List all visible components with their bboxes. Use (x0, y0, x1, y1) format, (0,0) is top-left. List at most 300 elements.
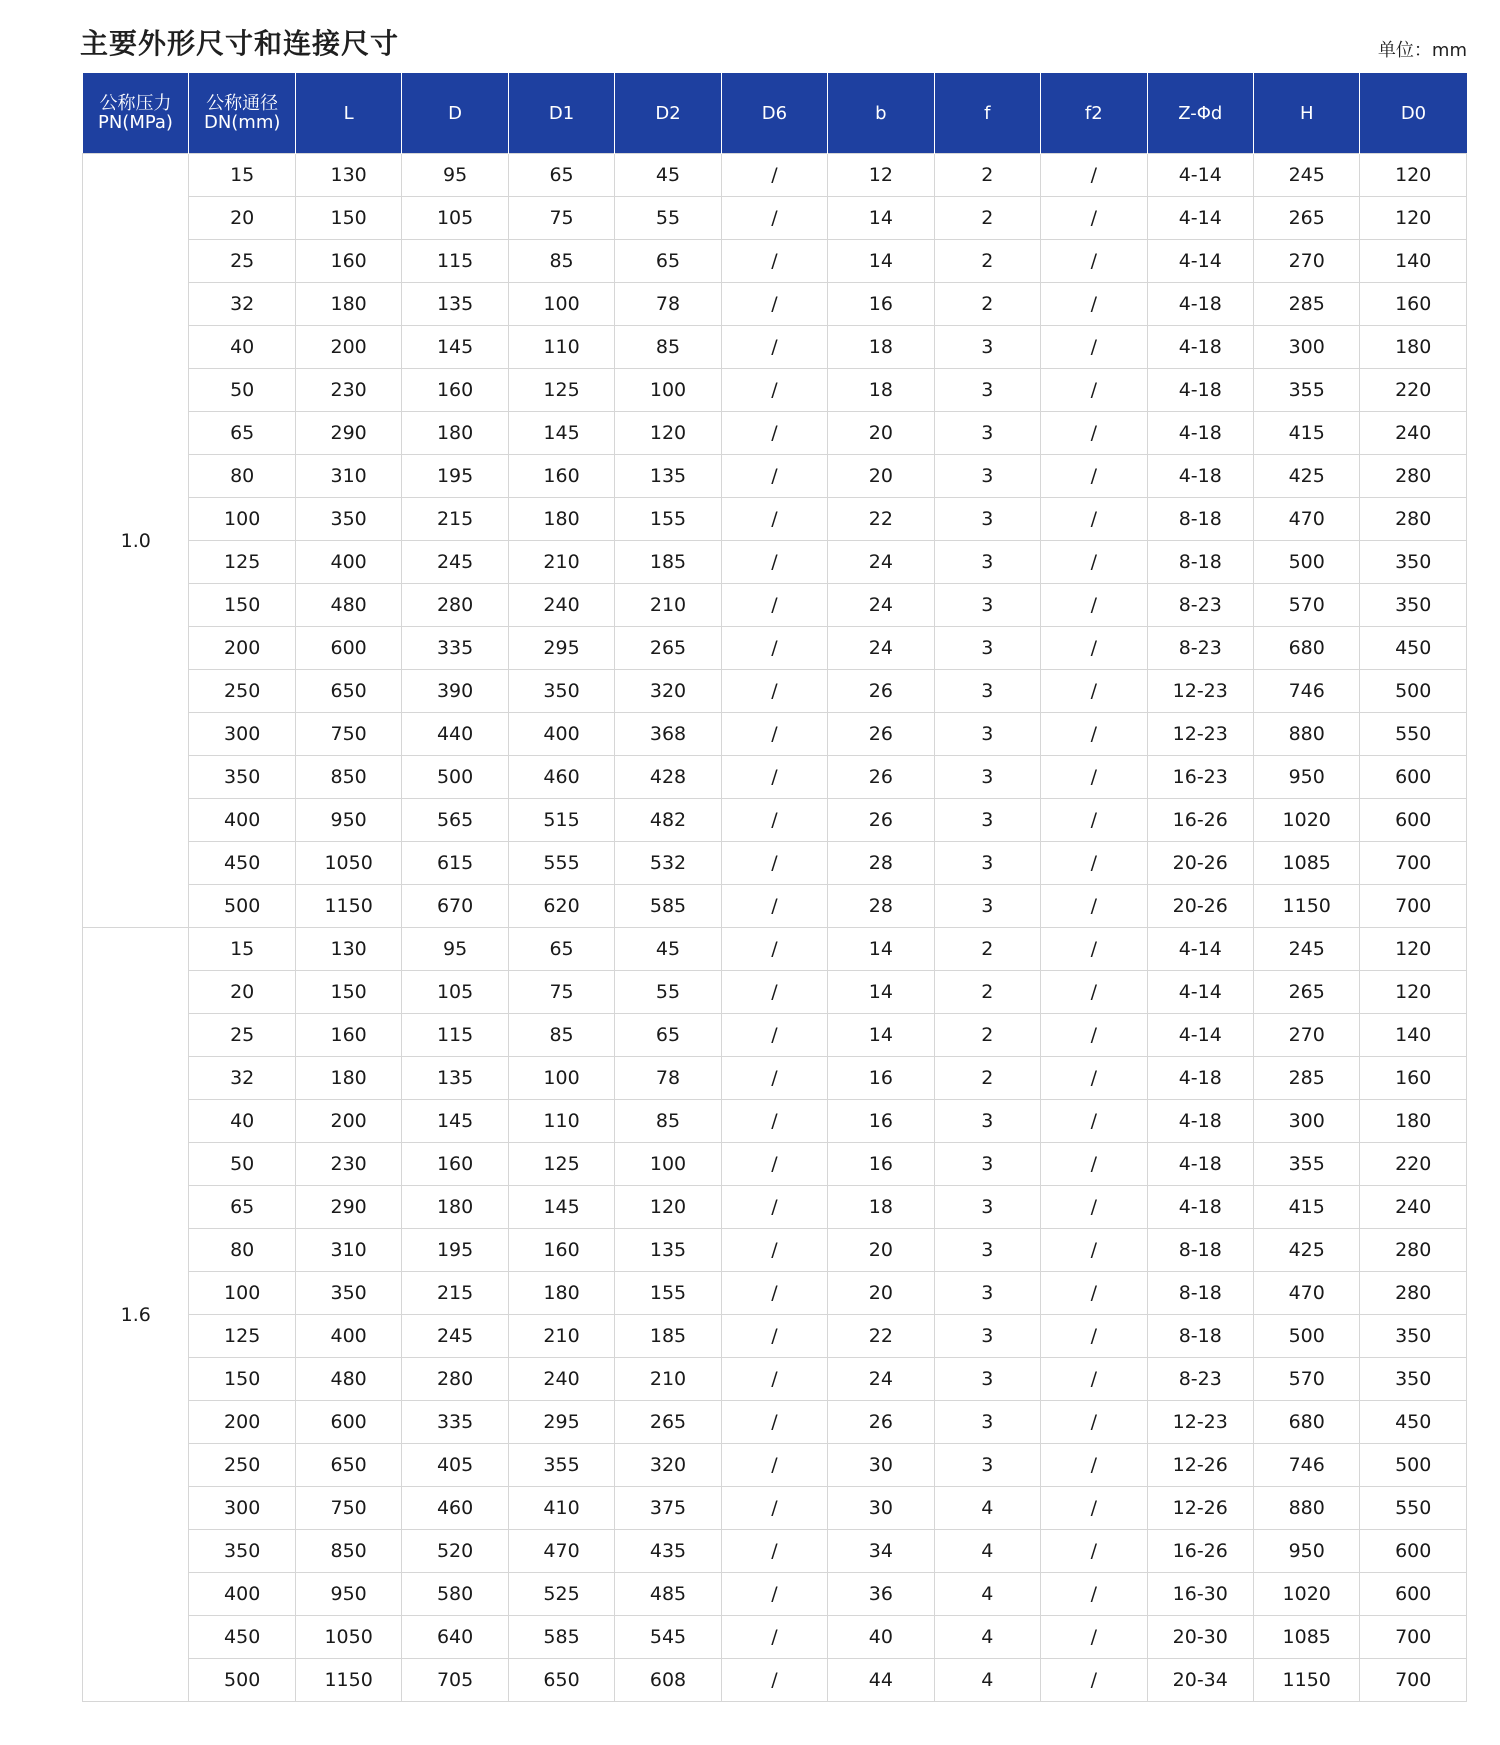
table-cell: 215 (402, 1272, 508, 1315)
table-cell: / (1041, 756, 1147, 799)
table-cell: 15 (189, 928, 295, 971)
table-cell: 120 (1360, 154, 1467, 197)
table-cell: 460 (402, 1487, 508, 1530)
table-cell: / (1041, 1358, 1147, 1401)
table-row (83, 326, 1467, 369)
table-cell: 30 (828, 1444, 934, 1487)
column-header-label: H (1299, 102, 1314, 124)
table-cell: 160 (295, 1014, 401, 1057)
table-cell: 525 (508, 1573, 614, 1616)
table-cell: / (1041, 1143, 1147, 1186)
table-row (83, 1573, 1467, 1616)
table-cell: 18 (828, 1186, 934, 1229)
table-row (83, 455, 1467, 498)
table-cell: 280 (1360, 455, 1467, 498)
table-cell: / (1041, 1057, 1147, 1100)
table-row (83, 842, 1467, 885)
table-cell: / (1041, 369, 1147, 412)
table-cell: 310 (295, 1229, 401, 1272)
table-cell: 470 (508, 1530, 614, 1573)
column-header (1147, 73, 1253, 154)
table-cell: 30 (828, 1487, 934, 1530)
table-cell: 2 (934, 971, 1040, 1014)
table-cell: 700 (1360, 1659, 1467, 1702)
table-cell: 26 (828, 756, 934, 799)
table-cell: / (721, 1100, 827, 1143)
table-cell: 280 (402, 1358, 508, 1401)
table-row (83, 1315, 1467, 1358)
table-cell: 3 (934, 1143, 1040, 1186)
table-cell: 14 (828, 197, 934, 240)
table-cell: 3 (934, 498, 1040, 541)
table-cell: 20 (828, 1272, 934, 1315)
table-cell: 4-18 (1147, 412, 1253, 455)
table-cell: 3 (934, 541, 1040, 584)
table-cell: 22 (828, 498, 934, 541)
table-cell: / (1041, 326, 1147, 369)
table-cell: 350 (189, 1530, 295, 1573)
table-cell: 16 (828, 1143, 934, 1186)
table-cell: 415 (1253, 412, 1359, 455)
table-cell: 3 (934, 885, 1040, 928)
table-cell: 150 (295, 197, 401, 240)
table-cell: 2 (934, 197, 1040, 240)
table-cell: / (1041, 541, 1147, 584)
table-cell: 320 (615, 1444, 721, 1487)
table-cell: 290 (295, 1186, 401, 1229)
table-cell: 3 (934, 842, 1040, 885)
column-header (189, 73, 295, 154)
table-cell: 550 (1360, 713, 1467, 756)
table-cell: 300 (189, 713, 295, 756)
table-cell: 135 (402, 1057, 508, 1100)
table-cell: 16-23 (1147, 756, 1253, 799)
table-cell: 415 (1253, 1186, 1359, 1229)
table-cell: 160 (402, 369, 508, 412)
column-header-label: D6 (761, 102, 788, 124)
table-cell: 65 (508, 928, 614, 971)
table-cell: 4-18 (1147, 1143, 1253, 1186)
table-cell: 120 (1360, 928, 1467, 971)
table-cell: 2 (934, 240, 1040, 283)
table-cell: 115 (402, 1014, 508, 1057)
table-cell: 50 (189, 1143, 295, 1186)
table-row (83, 670, 1467, 713)
table-cell: 520 (402, 1530, 508, 1573)
table-cell: / (721, 1487, 827, 1530)
table-cell: 4-14 (1147, 240, 1253, 283)
table-row (83, 240, 1467, 283)
table-cell: 450 (189, 842, 295, 885)
table-row (83, 1659, 1467, 1702)
column-header (721, 73, 827, 154)
table-cell: 220 (1360, 369, 1467, 412)
table-cell: 500 (1360, 1444, 1467, 1487)
table-cell: 240 (508, 584, 614, 627)
table-row (83, 154, 1467, 197)
table-cell: / (721, 240, 827, 283)
table-cell: 135 (615, 455, 721, 498)
table-cell: 3 (934, 799, 1040, 842)
header-row (83, 73, 1467, 154)
table-cell: 80 (189, 1229, 295, 1272)
table-cell: 435 (615, 1530, 721, 1573)
table-row (83, 713, 1467, 756)
table-cell: 100 (508, 1057, 614, 1100)
column-header-label: PN(MPa) (97, 112, 173, 133)
table-cell: / (1041, 1401, 1147, 1444)
table-cell: 550 (1360, 1487, 1467, 1530)
table-cell: 85 (615, 326, 721, 369)
table-cell: / (1041, 713, 1147, 756)
table-cell: 24 (828, 584, 934, 627)
table-cell: 3 (934, 1401, 1040, 1444)
table-row (83, 412, 1467, 455)
table-cell: 110 (508, 1100, 614, 1143)
table-cell: / (721, 1401, 827, 1444)
table-cell: / (721, 283, 827, 326)
table-cell: 280 (1360, 1229, 1467, 1272)
table-cell: 680 (1253, 1401, 1359, 1444)
table-cell: 245 (1253, 154, 1359, 197)
table-row (83, 541, 1467, 584)
table-row (83, 799, 1467, 842)
table-cell: 600 (1360, 799, 1467, 842)
table-cell: 555 (508, 842, 614, 885)
table-cell: 410 (508, 1487, 614, 1530)
table-cell: / (1041, 1487, 1147, 1530)
table-cell: 75 (508, 971, 614, 1014)
table-cell: 210 (508, 1315, 614, 1358)
table-cell: / (721, 197, 827, 240)
table-cell: 4-18 (1147, 1100, 1253, 1143)
table-cell: 4-18 (1147, 283, 1253, 326)
table-cell: 240 (1360, 412, 1467, 455)
table-cell: 250 (189, 1444, 295, 1487)
table-row (83, 1444, 1467, 1487)
table-cell: 265 (1253, 197, 1359, 240)
table-cell: 850 (295, 756, 401, 799)
table-cell: 1150 (295, 1659, 401, 1702)
table-cell: 12-26 (1147, 1444, 1253, 1487)
table-cell: 115 (402, 240, 508, 283)
table-cell: 16-26 (1147, 799, 1253, 842)
table-cell: 105 (402, 197, 508, 240)
column-header-label: D2 (655, 102, 681, 124)
table-cell: 220 (1360, 1143, 1467, 1186)
table-cell: 320 (615, 670, 721, 713)
table-cell: 180 (295, 283, 401, 326)
table-cell: 80 (189, 455, 295, 498)
table-cell: 335 (402, 627, 508, 670)
table-cell: 65 (615, 1014, 721, 1057)
table-cell: 880 (1253, 1487, 1359, 1530)
table-cell: 500 (189, 885, 295, 928)
pressure-cell: 1.6 (83, 928, 189, 1702)
column-header (1041, 73, 1147, 154)
table-cell: 160 (1360, 283, 1467, 326)
table-cell: 532 (615, 842, 721, 885)
table-cell: / (721, 541, 827, 584)
table-cell: / (1041, 928, 1147, 971)
table-cell: / (1041, 1530, 1147, 1573)
table-cell: / (721, 1014, 827, 1057)
table-cell: 230 (295, 369, 401, 412)
table-cell: 145 (402, 1100, 508, 1143)
table-cell: 680 (1253, 627, 1359, 670)
table-cell: / (1041, 498, 1147, 541)
table-cell: / (721, 1358, 827, 1401)
column-header (934, 73, 1040, 154)
table-row (83, 1100, 1467, 1143)
table-cell: 95 (402, 154, 508, 197)
table-cell: 65 (615, 240, 721, 283)
table-cell: 3 (934, 756, 1040, 799)
table-cell: 155 (615, 1272, 721, 1315)
column-header (83, 73, 189, 154)
table-cell: 20 (189, 971, 295, 1014)
table-cell: 270 (1253, 1014, 1359, 1057)
table-cell: / (721, 455, 827, 498)
column-header-label: 公称压力 (99, 93, 172, 114)
table-cell: 155 (615, 498, 721, 541)
table-cell: 450 (1360, 1401, 1467, 1444)
table-cell: / (721, 885, 827, 928)
table-cell: / (1041, 1616, 1147, 1659)
table-cell: 950 (295, 799, 401, 842)
table-cell: 4-14 (1147, 971, 1253, 1014)
column-header-label: Z-Φd (1178, 102, 1223, 124)
table-cell: / (1041, 283, 1147, 326)
table-cell: 3 (934, 1358, 1040, 1401)
table-cell: 300 (189, 1487, 295, 1530)
table-cell: 12-23 (1147, 670, 1253, 713)
table-cell: 25 (189, 240, 295, 283)
pressure-cell: 1.0 (83, 154, 189, 928)
table-cell: / (1041, 1659, 1147, 1702)
table-cell: 145 (508, 1186, 614, 1229)
table-cell: 110 (508, 326, 614, 369)
table-cell: 12-23 (1147, 1401, 1253, 1444)
table-cell: 350 (1360, 584, 1467, 627)
table-cell: 2 (934, 154, 1040, 197)
table-cell: 650 (295, 670, 401, 713)
table-cell: / (721, 799, 827, 842)
table-cell: 3 (934, 627, 1040, 670)
table-cell: 4-14 (1147, 1014, 1253, 1057)
table-cell: 4 (934, 1530, 1040, 1573)
table-cell: 85 (615, 1100, 721, 1143)
table-cell: / (1041, 154, 1147, 197)
table-cell: 300 (1253, 326, 1359, 369)
table-cell: 40 (189, 1100, 295, 1143)
table-cell: 16-30 (1147, 1573, 1253, 1616)
table-cell: 195 (402, 455, 508, 498)
table-cell: 245 (1253, 928, 1359, 971)
table-cell: 55 (615, 971, 721, 1014)
table-cell: 130 (295, 154, 401, 197)
table-row (83, 1616, 1467, 1659)
table-cell: 390 (402, 670, 508, 713)
table-cell: 14 (828, 1014, 934, 1057)
table-cell: 400 (508, 713, 614, 756)
table-row (83, 928, 1467, 971)
table-cell: 75 (508, 197, 614, 240)
table-cell: 425 (1253, 1229, 1359, 1272)
table-cell: 215 (402, 498, 508, 541)
table-cell: 700 (1360, 1616, 1467, 1659)
table-cell: 400 (295, 541, 401, 584)
table-cell: 515 (508, 799, 614, 842)
table-cell: 615 (402, 842, 508, 885)
table-cell: 100 (189, 1272, 295, 1315)
table-cell: / (721, 1659, 827, 1702)
table-cell: 180 (508, 1272, 614, 1315)
table-cell: 570 (1253, 1358, 1359, 1401)
table-cell: 14 (828, 928, 934, 971)
table-cell: 450 (189, 1616, 295, 1659)
table-cell: 270 (1253, 240, 1359, 283)
table-cell: / (1041, 1186, 1147, 1229)
table-cell: 32 (189, 283, 295, 326)
table-cell: 200 (189, 1401, 295, 1444)
table-cell: 100 (615, 1143, 721, 1186)
table-cell: 440 (402, 713, 508, 756)
table-cell: 350 (508, 670, 614, 713)
table-cell: 600 (295, 1401, 401, 1444)
table-cell: 160 (295, 240, 401, 283)
table-cell: 565 (402, 799, 508, 842)
table-cell: / (1041, 627, 1147, 670)
table-cell: 24 (828, 627, 934, 670)
table-cell: 585 (508, 1616, 614, 1659)
table-cell: / (721, 670, 827, 713)
table-cell: 880 (1253, 713, 1359, 756)
table-cell: 480 (295, 1358, 401, 1401)
table-cell: 125 (508, 369, 614, 412)
table-cell: 26 (828, 713, 934, 756)
table-cell: 285 (1253, 1057, 1359, 1100)
table-cell: 500 (189, 1659, 295, 1702)
table-cell: 3 (934, 1100, 1040, 1143)
table-cell: 160 (508, 455, 614, 498)
table-cell: 22 (828, 1315, 934, 1358)
table-cell: 295 (508, 1401, 614, 1444)
table-cell: 95 (402, 928, 508, 971)
table-row (83, 369, 1467, 412)
table-cell: 485 (615, 1573, 721, 1616)
table-cell: 28 (828, 885, 934, 928)
table-cell: 180 (295, 1057, 401, 1100)
table-cell: / (1041, 670, 1147, 713)
table-cell: 120 (615, 412, 721, 455)
table-cell: 180 (508, 498, 614, 541)
table-cell: / (1041, 971, 1147, 1014)
table-cell: 250 (189, 670, 295, 713)
table-cell: / (1041, 1573, 1147, 1616)
table-cell: 4-18 (1147, 326, 1253, 369)
table-cell: 20 (189, 197, 295, 240)
table-cell: 670 (402, 885, 508, 928)
table-row (83, 1143, 1467, 1186)
table-cell: 20-30 (1147, 1616, 1253, 1659)
column-header (615, 73, 721, 154)
table-cell: 100 (189, 498, 295, 541)
table-cell: / (1041, 584, 1147, 627)
table-cell: 425 (1253, 455, 1359, 498)
table-cell: 26 (828, 670, 934, 713)
table-cell: 4 (934, 1573, 1040, 1616)
table-cell: 78 (615, 283, 721, 326)
table-cell: 1050 (295, 842, 401, 885)
table-cell: 20 (828, 412, 934, 455)
table-cell: / (721, 1444, 827, 1487)
table-cell: 1150 (1253, 1659, 1359, 1702)
table-cell: 470 (1253, 498, 1359, 541)
page-title: 主要外形尺寸和连接尺寸 (80, 27, 400, 60)
table-cell: / (721, 412, 827, 455)
table-cell: / (1041, 1229, 1147, 1272)
table-row (83, 1014, 1467, 1057)
table-cell: 500 (1253, 541, 1359, 584)
table-cell: 20 (828, 455, 934, 498)
table-cell: 85 (508, 240, 614, 283)
table-cell: 4 (934, 1659, 1040, 1702)
table-cell: 24 (828, 541, 934, 584)
table-row (83, 1487, 1467, 1530)
table-cell: 350 (295, 498, 401, 541)
table-cell: 265 (615, 627, 721, 670)
table-cell: 40 (189, 326, 295, 369)
table-cell: 2 (934, 928, 1040, 971)
table-cell: 180 (402, 1186, 508, 1229)
table-cell: 350 (1360, 1315, 1467, 1358)
table-cell: / (721, 756, 827, 799)
table-cell: 650 (295, 1444, 401, 1487)
table-cell: 3 (934, 584, 1040, 627)
table-cell: 600 (1360, 1530, 1467, 1573)
table-cell: 3 (934, 412, 1040, 455)
table-cell: 65 (189, 412, 295, 455)
table-cell: 3 (934, 1315, 1040, 1358)
table-cell: 580 (402, 1573, 508, 1616)
table-cell: 45 (615, 154, 721, 197)
column-header-label: D1 (548, 102, 575, 124)
table-cell: 160 (1360, 1057, 1467, 1100)
table-cell: 375 (615, 1487, 721, 1530)
table-cell: / (1041, 799, 1147, 842)
table-cell: 600 (1360, 1573, 1467, 1616)
table-cell: 428 (615, 756, 721, 799)
table-cell: 16-26 (1147, 1530, 1253, 1573)
table-cell: 26 (828, 799, 934, 842)
table-row (83, 971, 1467, 1014)
table-cell: 65 (189, 1186, 295, 1229)
table-cell: 245 (402, 1315, 508, 1358)
table-cell: 12-23 (1147, 713, 1253, 756)
table-cell: 480 (295, 584, 401, 627)
table-cell: 8-18 (1147, 1315, 1253, 1358)
table-cell: 45 (615, 928, 721, 971)
table-cell: / (721, 627, 827, 670)
table-cell: / (721, 1143, 827, 1186)
table-cell: 125 (189, 1315, 295, 1358)
table-cell: / (1041, 1100, 1147, 1143)
table-cell: 470 (1253, 1272, 1359, 1315)
table-cell: 1150 (1253, 885, 1359, 928)
table-cell: 25 (189, 1014, 295, 1057)
table-cell: / (721, 1530, 827, 1573)
